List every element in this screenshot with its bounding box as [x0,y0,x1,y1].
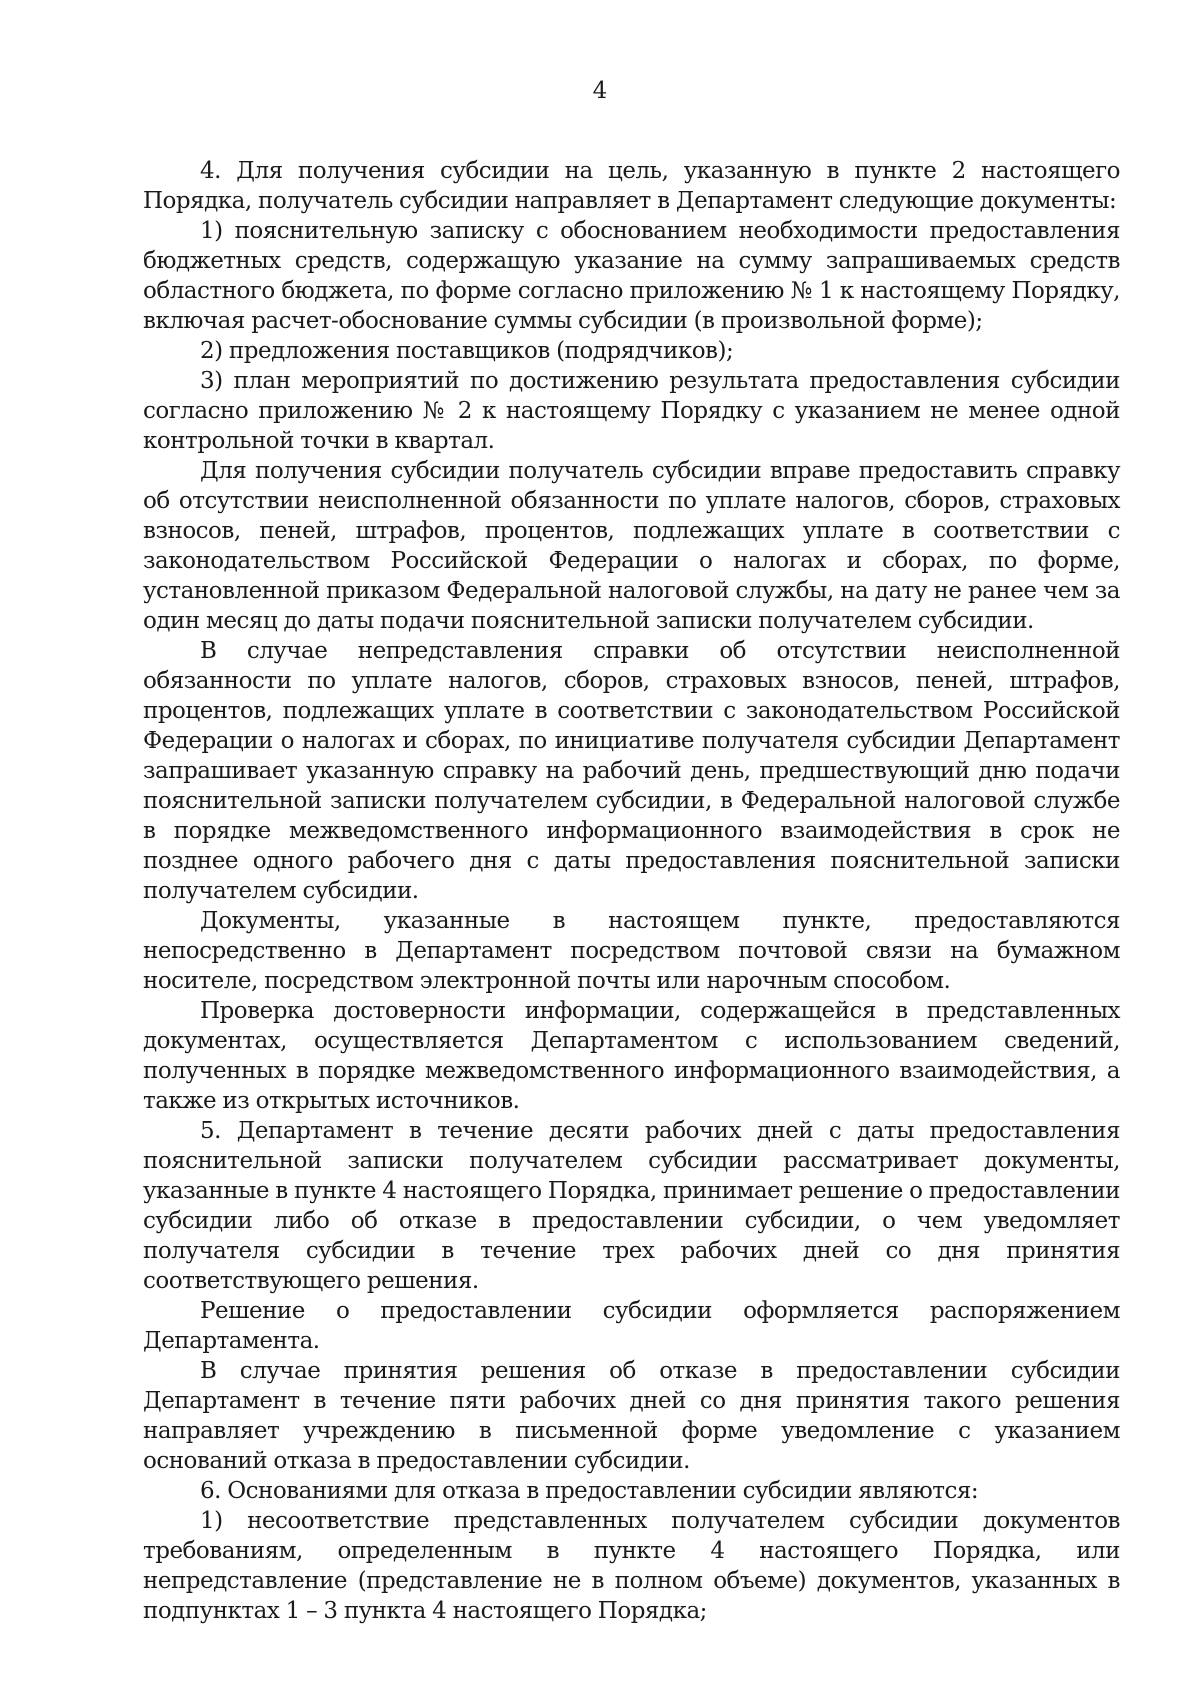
paragraph-item-4: 4. Для получения субсидии на цель, указанную в пункте 2 настоящего Порядка, получатель субсидии направляет в Департамент следующие документы: [143,158,1120,214]
paragraph-decision-order: Решение о предоставлении субсидии оформляется распоряжением Департамента. [143,1298,1120,1354]
paragraph-verification: Проверка достоверности информации, содержащейся в представленных документах, осуществляется Департаментом с использованием сведений, полученных в порядке межведомственного информационного взаимодействия, а также из открытых источников. [143,998,1120,1114]
paragraph-refusal-notice: В случае принятия решения об отказе в предоставлении субсидии Департамент в течение пяти рабочих дней со дня принятия такого решения направляет учреждению в письменной форме уведомление с указанием оснований отказа в предоставлении субсидии. [143,1358,1120,1474]
paragraph-submission-method: Документы, указанные в настоящем пункте, предоставляются непосредственно в Департамент посредством почтовой связи на бумажном носителе, посредством электронной почты или нарочным способом. [143,908,1120,994]
document-body [143,156,1120,1626]
paragraph-item-5: 5. Департамент в течение десяти рабочих дней с даты предоставления пояснительной записки получателем субсидии рассматривает документы, указанные в пункте 4 настоящего Порядка, принимает решение о предоставлении субсидии либо об отказе в предоставлении субсидии, о чем уведомляет получателя субсидии в течение трех рабочих дней со дня принятия соответствующего решения. [143,1118,1120,1294]
paragraph-subitem-3: 3) план мероприятий по достижению результата предоставления субсидии согласно приложению № 2 к настоящему Порядку с указанием не менее одной контрольной точки в квартал. [143,368,1120,454]
paragraph-tax-certificate: Для получения субсидии получатель субсидии вправе предоставить справку об отсутствии неисполненной обязанности по уплате налогов, сборов, страховых взносов, пеней, штрафов, процентов, подлежащих уплате в соответствии с законодательством Российской Федерации о налогах и сборах, по форме, установленной приказом Федеральной налоговой службы, на дату не ранее чем за один месяц до даты подачи пояснительной записки получателем субсидии. [143,458,1120,634]
page-number: 4 [592,78,608,104]
paragraph-subitem-2: 2) предложения поставщиков (подрядчиков); [200,338,734,364]
paragraph-subitem-1: 1) пояснительную записку с обоснованием необходимости предоставления бюджетных средств, содержащую указание на сумму запрашиваемых средств областного бюджета, по форме согласно приложению № 1 к настоящему Порядку, включая расчет-обоснование суммы субсидии (в произвольной форме); [143,218,1120,334]
paragraph-refusal-reason-1: 1) несоответствие представленных получателем субсидии документов требованиям, определенным в пункте 4 настоящего Порядка, или непредставление (представление не в полном объеме) документов, указанных в подпунктах 1 – 3 пункта 4 настоящего Порядка; [143,1508,1120,1624]
paragraph-item-6: 6. Основаниями для отказа в предоставлении субсидии являются: [200,1478,979,1504]
paragraph-certificate-request: В случае непредставления справки об отсутствии неисполненной обязанности по уплате налогов, сборов, страховых взносов, пеней, штрафов, процентов, подлежащих уплате в соответствии с законодательством Российской Федерации о налогах и сборах, по инициативе получателя субсидии Департамент запрашивает указанную справку на рабочий день, предшествующий дню подачи пояснительной записки получателем субсидии, в Федеральной налоговой службе в порядке межведомственного информационного взаимодействия в срок не позднее одного рабочего дня с даты предоставления пояснительной записки получателем субсидии. [143,638,1120,904]
